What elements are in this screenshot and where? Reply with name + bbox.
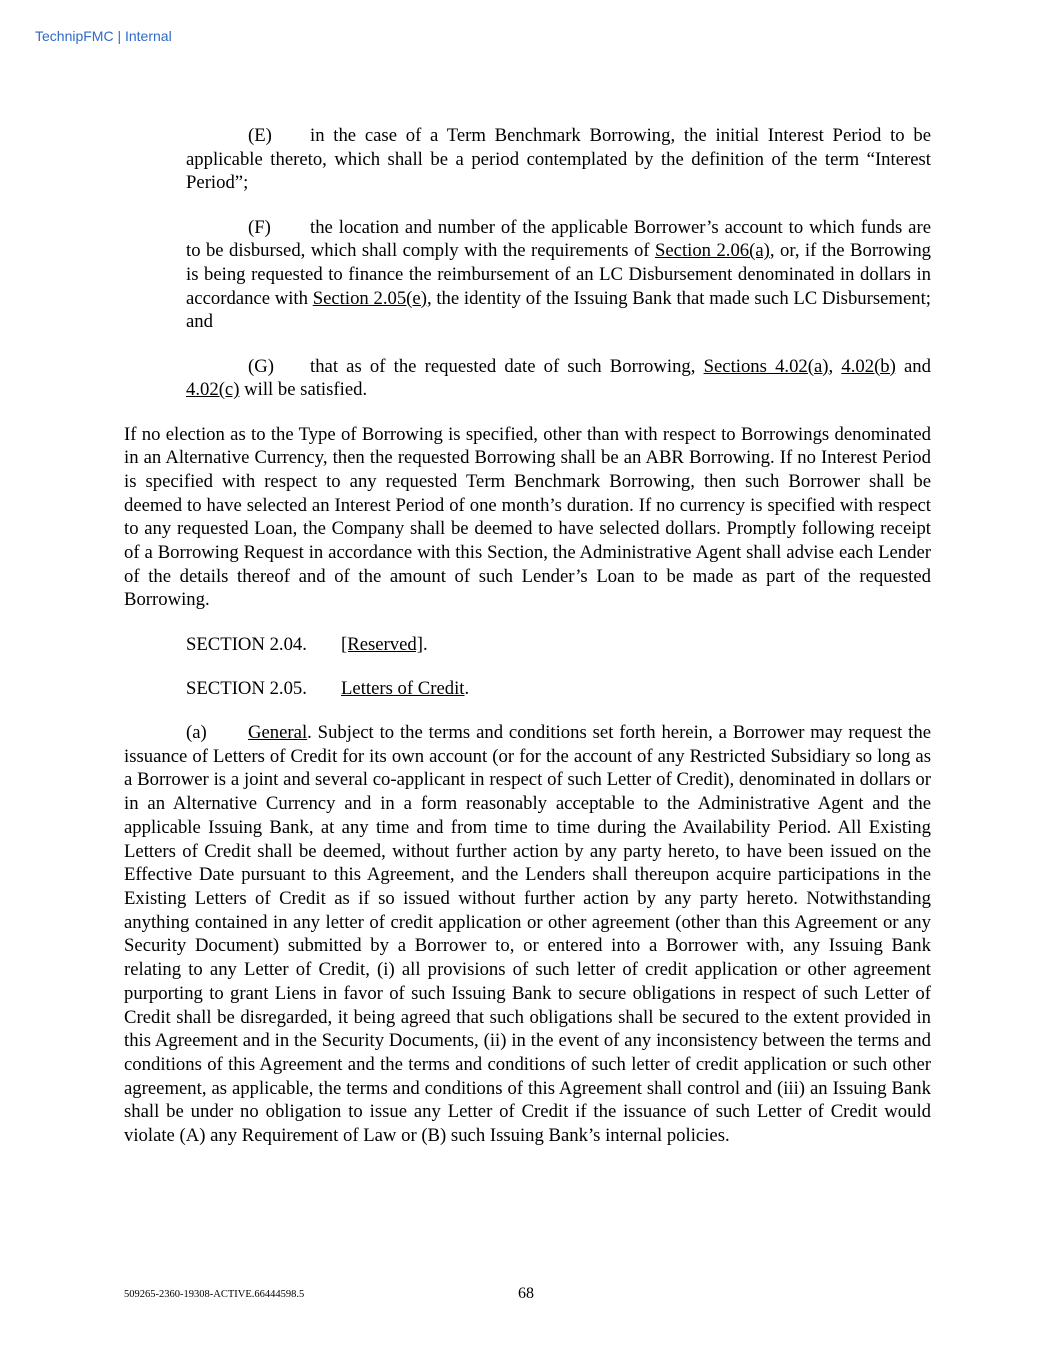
section-2-05e-reference: Section 2.05(e) [312, 287, 427, 309]
document-body [124, 124, 931, 1168]
clause-g-text-2: , [828, 355, 842, 377]
section-2-05-number: SECTION 2.05. [186, 677, 307, 699]
section-2-05-suffix: . [464, 677, 470, 699]
section-4-02a-reference: Sections 4.02(a) [703, 355, 829, 377]
section-2-05-title: Letters of Credit [341, 677, 465, 699]
section-2-04-title: [Reserved] [341, 633, 423, 655]
clause-g-text-4: will be satisfied. [239, 379, 368, 401]
section-2-04-number: SECTION 2.04. [186, 633, 307, 655]
general-label: (a) [186, 722, 207, 744]
footer-document-id: 509265-2360-19308-ACTIVE.66444598.5 [124, 1289, 305, 1300]
clause-f-text-2: , or, if the Borrowing is being requested to finance the reimbursement of an LC Disbursement denominated in dollars in accordance with [186, 240, 932, 309]
section-2-04-heading [186, 633, 931, 657]
page-number: 68 [518, 1285, 534, 1302]
clause-f [186, 216, 931, 335]
clause-e-label: (E) [248, 125, 272, 146]
general-heading-suffix: . [307, 722, 312, 744]
section-2-05-heading [186, 677, 931, 701]
general-text: Subject to the terms and conditions set forth herein, a Borrower may request the issuance of Letters of Credit for its own account (or for the account of any Restricted Subsidiary so long as a Borrower is a joint and several co-applicant in respect of such Letter of Credit), denominated in dollars or in an Alternative Currency and in a form reasonably acceptable to the Administrative Agent and the applicable Issuing Bank, at any time and from time to time during the Availability Period. All Existing Letters of Credit shall be deemed, without further action by any party hereto, to have been issued on the Effective Date pursuant to this Agreement, and the Lenders shall thereupon acquire participations in the Existing Letters of Credit as if so issued without further action by any party hereto. Notwithstanding anything contained in any letter of credit application or other agreement (other than this Agreement or any Security Document) submitted by a Borrower to, or entered into a Borrower with, any Issuing Bank relating to any Letter of Credit, (i) all provisions of such letter of credit application or other agreement purporting to grant Liens in favor of such Issuing Bank to secure obligations in respect of such Letter of Credit shall be disregarded, it being agreed that such obligations shall be secured to the extent provided in this Agreement and in the Security Documents, (ii) in the event of any inconsistency between the terms and conditions of this Agreement and the terms and conditions of such letter of credit application or such other agreement, as applicable, the terms and conditions of this Agreement shall control and (iii) an Issuing Bank shall be under no obligation to issue any Letter of Credit if the issuance of such Letter of Credit would violate (A) any Requirement of Law or (B) such Issuing Bank’s internal policies. [124, 722, 931, 1147]
general-paragraph [124, 721, 931, 1148]
clause-g-text-3: and [895, 355, 931, 377]
clause-g-text-1: that as of the requested date of such Borrowing, [310, 355, 704, 377]
section-4-02c-reference: 4.02(c) [186, 379, 240, 401]
clause-g [186, 355, 931, 402]
classification-label: TechnipFMC | Internal [35, 28, 172, 44]
clause-f-text-1: the location and number of the applicable Borrower’s account to which funds are to be disbursed, which shall comply with the requirements of [186, 216, 931, 262]
section-2-06a-reference: Section 2.06(a) [654, 240, 770, 262]
section-4-02b-reference: 4.02(b) [841, 355, 896, 377]
clause-g-label: (G) [248, 355, 274, 377]
borrowing-election-paragraph: If no election as to the Type of Borrowing is specified, other than with respect to Borrowings denominated in an Alternative Currency, then the requested Borrowing shall be an ABR Borrowing. If no Interest Period is specified with respect to any requested Term Benchmark Borrowing, then such Borrower shall be deemed to have selected an Interest Period of one month’s duration. If no currency is specified with respect to any requested Loan, the Company shall be deemed to have selected dollars. Promptly following receipt of a Borrowing Request in accordance with this Section, the Administrative Agent shall advise each Lender of the details thereof and of the amount of such Lender’s Loan to be made as part of the requested Borrowing. [124, 423, 931, 611]
clause-e [186, 124, 931, 195]
clause-f-text-3: , the identity of the Issuing Bank that made such LC Disbursement; and [186, 287, 931, 333]
section-2-04-suffix: . [422, 633, 428, 655]
clause-e-text: in the case of a Term Benchmark Borrowing, the initial Interest Period to be applicable thereto, which shall be a period contemplated by the definition of the term “Interest Period”; [186, 125, 931, 194]
general-heading: General [248, 722, 308, 744]
clause-f-label: (F) [248, 216, 271, 238]
